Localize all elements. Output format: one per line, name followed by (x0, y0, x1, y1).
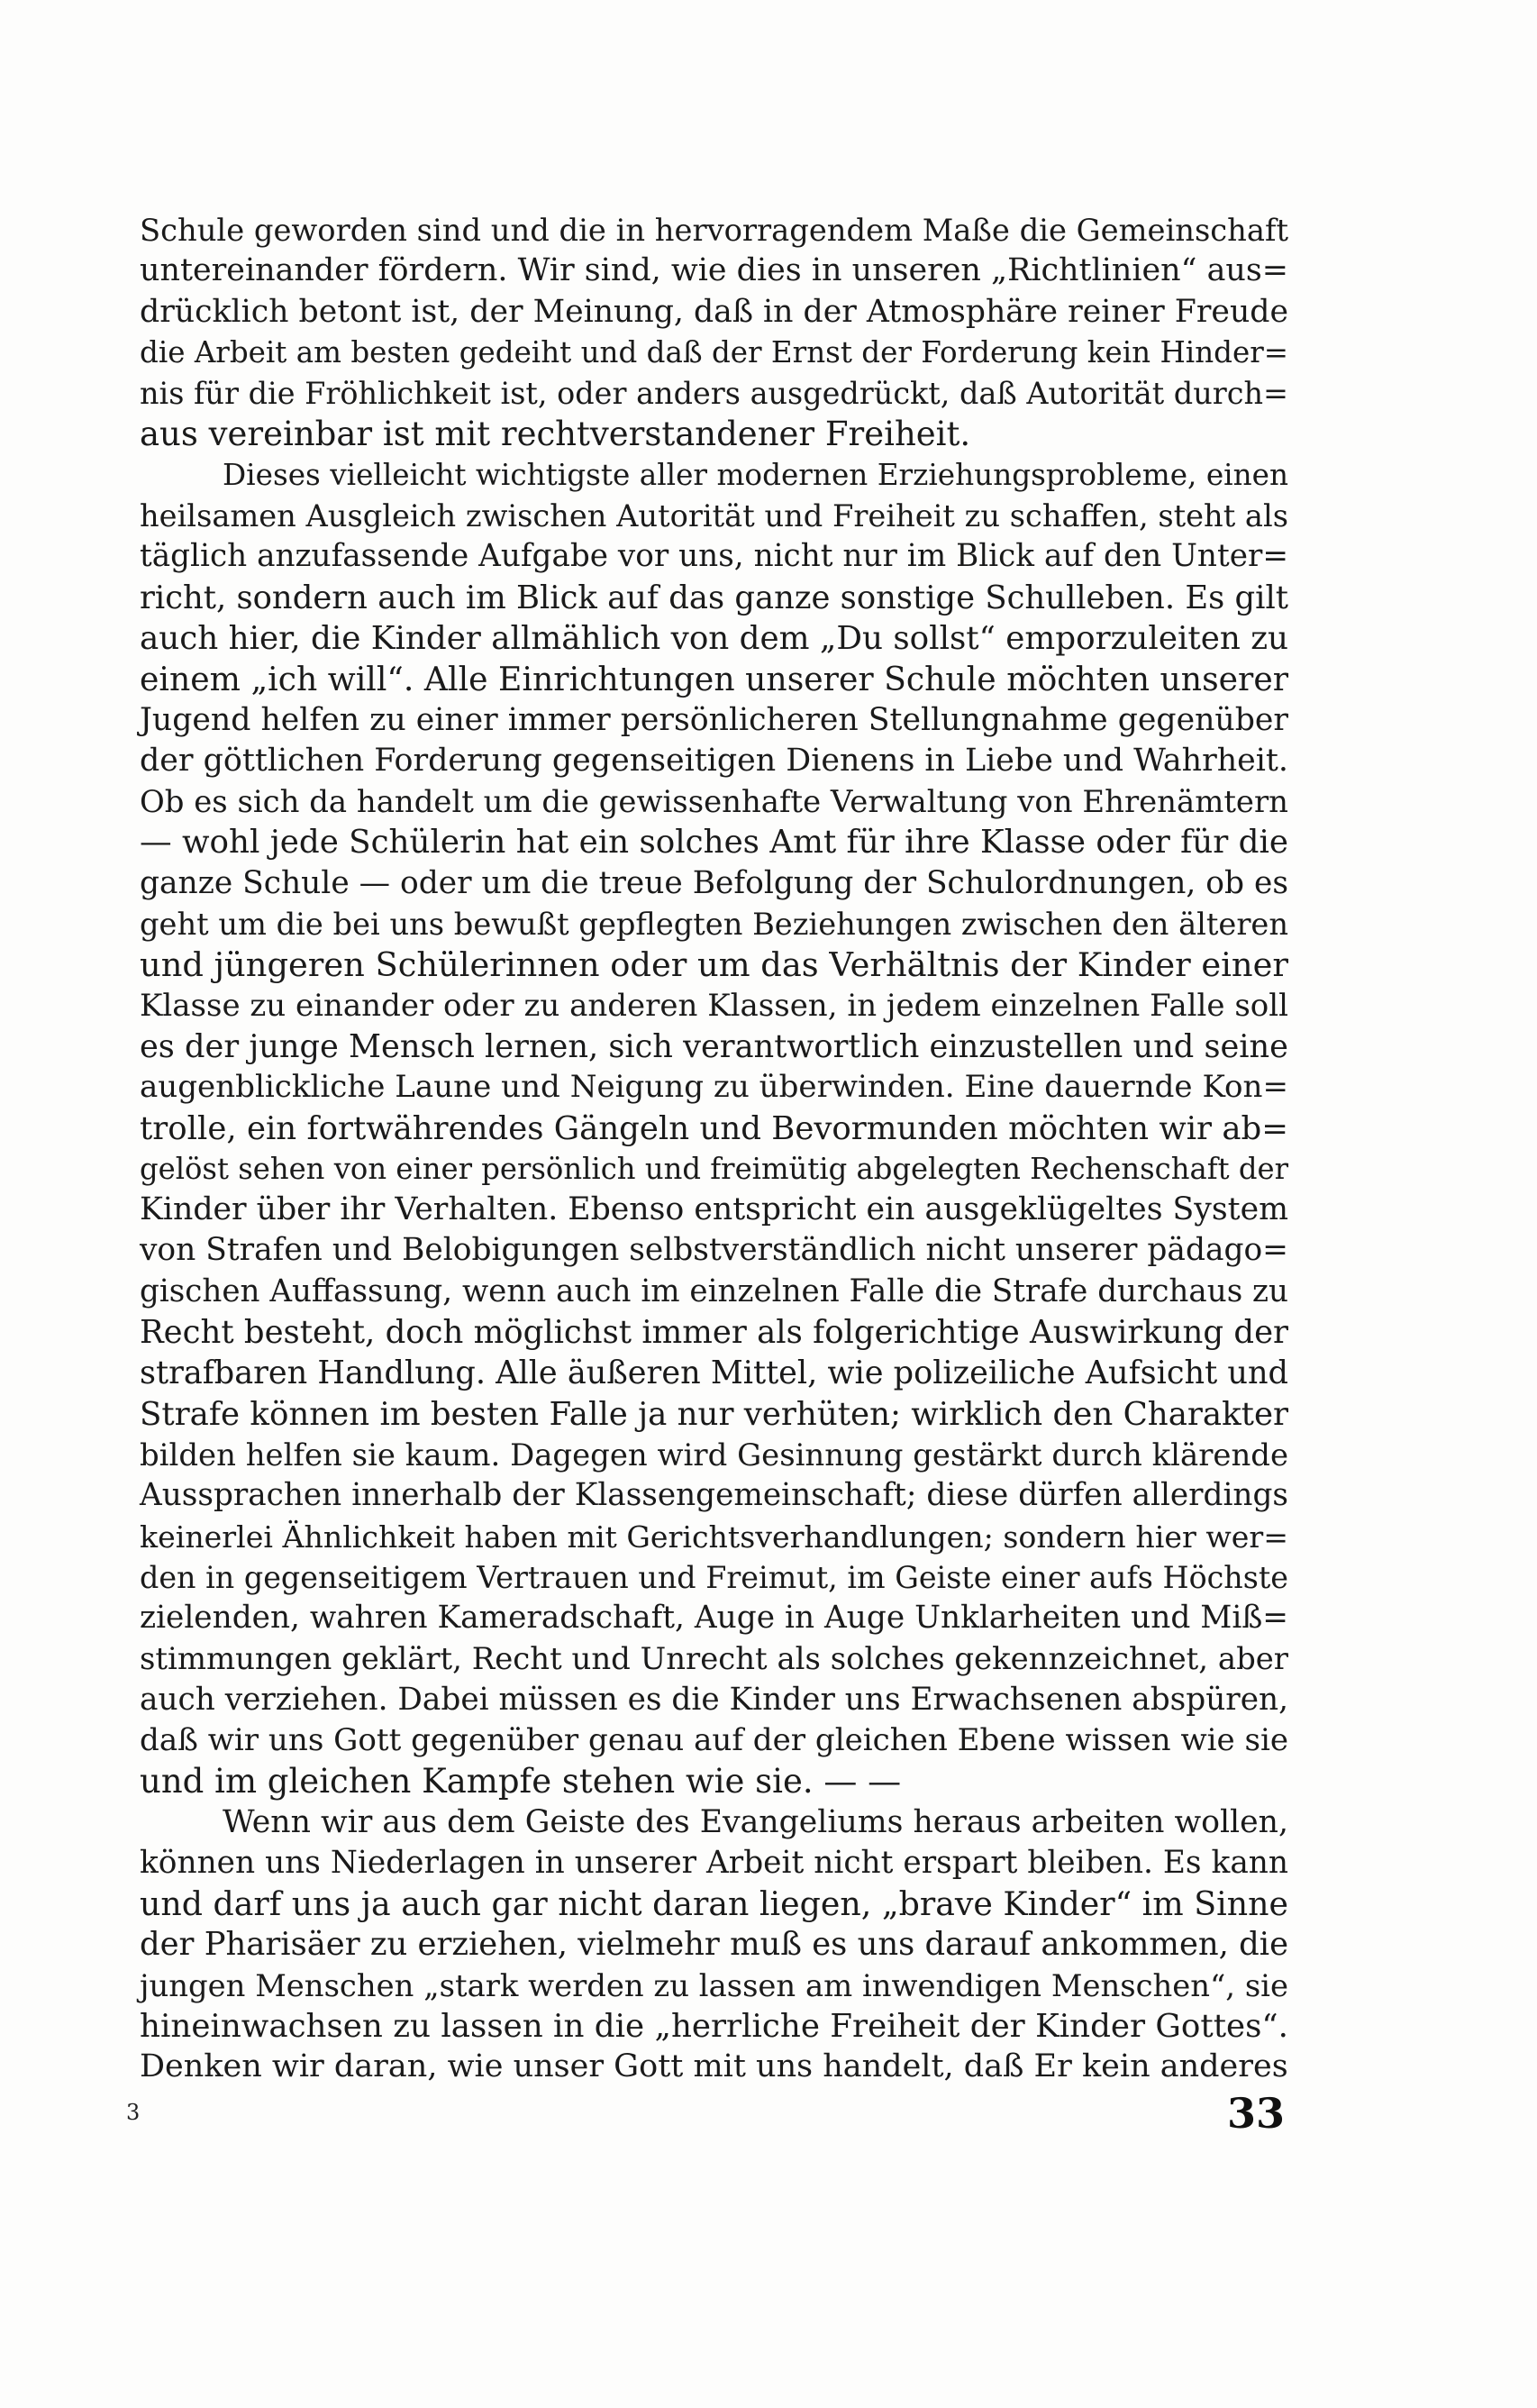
text-line: jungen Menschen „stark werden zu lassen am inwendigen Menschen“, sie (140, 1967, 1288, 2003)
text-line: drücklich betont ist, der Meinung, daß in der Atmosphäre reiner Freude (140, 293, 1288, 330)
text-line: Schule geworden sind und die in hervorragendem Maße die Gemeinschaft (140, 213, 1288, 248)
text-line: ganze Schule — oder um die treue Befolgung der Schulordnungen, ob es (140, 864, 1288, 901)
text-line: Klasse zu einander oder zu anderen Klassen, in jedem einzelnen Falle soll (140, 987, 1288, 1024)
text-line: es der junge Mensch lernen, sich verantwortlich einzustellen und seine (140, 1027, 1288, 1065)
text-line: stimmungen geklärt, Recht und Unrecht als solches gekennzeichnet, aber (140, 1641, 1288, 1677)
paragraph (140, 1802, 1288, 2088)
text-line: und jüngeren Schülerinnen oder um das Verhältnis der Kinder einer (140, 945, 1288, 985)
text-line: auch hier, die Kinder allmählich von dem „Du sollst“ emporzuleiten zu (140, 619, 1288, 657)
text-line: heilsamen Ausgleich zwischen Autorität und Freiheit zu schaffen, steht als (140, 498, 1288, 534)
paragraph (140, 455, 1288, 1802)
text-line: Recht besteht, doch möglichst immer als folgerichtige Auswirkung der (140, 1314, 1288, 1352)
text-line: Jugend helfen zu einer immer persönlicheren Stellungnahme gegenüber (140, 701, 1288, 738)
text-line: gelöst sehen von einer persönlich und freimütig abgelegten Rechenschaft der (140, 1151, 1288, 1186)
text-line: bilden helfen sie kaum. Dagegen wird Gesinnung gestärkt durch klärende (140, 1437, 1288, 1473)
body-text (140, 210, 1288, 2088)
paragraph (140, 210, 1288, 455)
text-line: Kinder über ihr Verhalten. Ebenso entspricht ein ausgeklügeltes System (140, 1191, 1288, 1228)
text-line: keinerlei Ähnlichkeit haben mit Gerichtsverhandlungen; sondern hier wer= (140, 1519, 1288, 1555)
text-line: und darf uns ja auch gar nicht daran liegen, „brave Kinder“ im Sinne (140, 1884, 1288, 1924)
text-line: untereinander fördern. Wir sind, wie dies in unseren „Richtlinien“ aus= (140, 252, 1288, 289)
text-line: Strafe können im besten Falle ja nur verhüten; wirklich den Charakter (140, 1395, 1288, 1433)
text-line: aus vereinbar ist mit rechtverstandener Freiheit. (140, 415, 971, 454)
text-line: können uns Niederlagen in unserer Arbeit nicht erspart bleiben. Es kann (140, 1844, 1288, 1881)
text-line: hineinwachsen zu lassen in die „herrliche Freiheit der Kinder Gottes“. (140, 2008, 1288, 2046)
text-line: — wohl jede Schülerin hat ein solches Amt für ihre Klasse oder für die (140, 824, 1288, 862)
text-line: trolle, ein fortwährendes Gängeln und Bevormunden möchten wir ab= (140, 1109, 1288, 1147)
text-line: Ob es sich da handelt um die gewissenhafte Verwaltung von Ehrenämtern (140, 784, 1288, 820)
text-line: nis für die Fröhlichkeit ist, oder anders ausgedrückt, daß Autorität durch= (140, 376, 1288, 412)
text-line: einem „ich will“. Alle Einrichtungen unserer Schule möchten unserer (140, 660, 1288, 699)
text-line: daß wir uns Gott gegenüber genau auf der gleichen Ebene wissen wie sie (140, 1721, 1289, 1758)
text-line: und im gleichen Kampfe stehen wie sie. — — (140, 1762, 902, 1801)
text-line: strafbaren Handlung. Alle äußeren Mittel, wie polizeiliche Aufsicht und (140, 1354, 1288, 1392)
text-line: der göttlichen Forderung gegenseitigen Dienens in Liebe und Wahrheit. (140, 742, 1288, 779)
text-line: richt, sondern auch im Blick auf das ganze sonstige Schulleben. Es gilt (140, 579, 1288, 616)
text-line: täglich anzufassende Aufgabe vor uns, nicht nur im Blick auf den Unter= (140, 538, 1288, 575)
text-line: von Strafen und Belobigungen selbstverständlich nicht unserer pädago= (140, 1232, 1288, 1269)
text-line: Wenn wir aus dem Geiste des Evangeliums heraus arbeiten wollen, (223, 1803, 1288, 1840)
text-line: auch verziehen. Dabei müssen es die Kinder uns Erwachsenen abspüren, (140, 1681, 1288, 1718)
text-line: den in gegenseitigem Vertrauen und Freimut, im Geiste einer aufs Höchste (140, 1559, 1288, 1595)
text-line: Aussprachen innerhalb der Klassengemeinschaft; diese dürfen allerdings (140, 1477, 1288, 1514)
text-line: die Arbeit am besten gedeiht und daß der Ernst der Forderung kein Hinder= (140, 334, 1288, 369)
signature-mark: 3 (126, 2100, 141, 2125)
text-line: Dieses vielleicht wichtigste aller modernen Erziehungsprobleme, einen (223, 457, 1288, 492)
text-line: augenblickliche Laune und Neigung zu überwinden. Eine dauernde Kon= (140, 1069, 1288, 1106)
text-line: geht um die bei uns bewußt gepflegten Beziehungen zwischen den älteren (140, 907, 1288, 943)
text-line: Denken wir daran, wie unser Gott mit uns handelt, daß Er kein anderes (140, 2048, 1288, 2085)
page-number: 33 (1227, 2089, 1286, 2138)
text-line: gischen Auffassung, wenn auch im einzelnen Falle die Strafe durchaus zu (140, 1272, 1288, 1309)
text-line: der Pharisäer zu erziehen, vielmehr muß es uns darauf ankommen, die (140, 1926, 1288, 1964)
text-line: zielenden, wahren Kameradschaft, Auge in Auge Unklarheiten und Miß= (140, 1600, 1288, 1637)
